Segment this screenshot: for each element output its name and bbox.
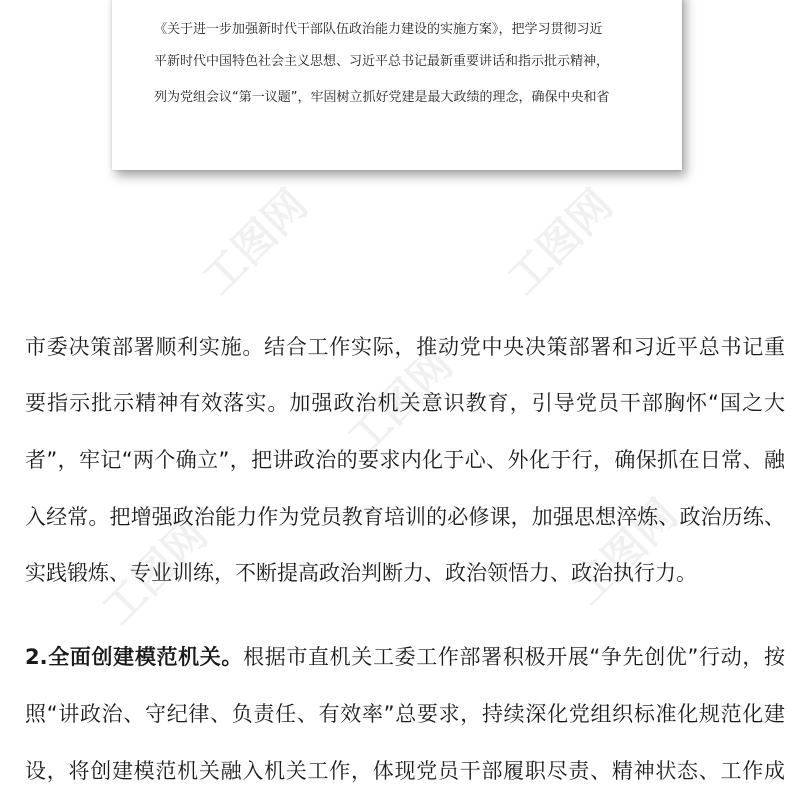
paragraph-2-line-2: 照“讲政治、守纪律、负责任、有效率”总要求，持续深化党组织标准化规范化建	[25, 702, 785, 726]
paragraph-2-line-1-text: 根据市直机关工委工作部署积极开展“争先创优”行动，按	[243, 645, 785, 669]
card-line-4: 列为党组会议“第一议题”，牢固树立抓好党建是最大政绩的理念，确保中央和省	[154, 90, 610, 105]
paragraph-1-line-3: 者”，牢记“两个确立”，把讲政治的要求内化于心、外化于行，确保抓在日常、融	[25, 448, 785, 472]
watermark: 工图网	[92, 509, 217, 634]
paragraph-2-line-1	[25, 643, 785, 671]
document-image-card	[112, 0, 682, 170]
paragraph-1-line-4: 入经常。把增强政治能力作为党员教育培训的必修课，加强思想淬炼、政治历练、	[25, 505, 785, 529]
paragraph-1-line-2: 要指示批示精神有效落实。加强政治机关意识教育，引导党员干部胸怀“国之大	[25, 391, 785, 415]
card-line-3: 平新时代中国特色社会主义思想、习近平总书记最新重要讲话和指示批示精神，	[154, 54, 610, 69]
watermark: 工图网	[562, 489, 687, 614]
paragraph-1-line-5: 实践锻炼、专业训练，不断提高政治判断力、政治领悟力、政治执行力。	[25, 561, 697, 585]
watermark: 工图网	[497, 179, 622, 304]
paragraph-2-line-3: 设，将创建模范机关融入机关工作，体现党员干部履职尽责、精神状态、工作成	[25, 759, 785, 783]
watermark: 工图网	[192, 179, 317, 304]
section-heading: 2.全面创建模范机关。	[25, 645, 244, 669]
paragraph-1-line-1: 市委决策部署顺利实施。结合工作实际，推动党中央决策部署和习近平总书记重	[25, 335, 785, 359]
watermark: 工图网	[337, 339, 462, 464]
card-line-2: 《关于进一步加强新时代干部队伍政治能力建设的实施方案》，把学习贯彻习近	[154, 22, 603, 37]
